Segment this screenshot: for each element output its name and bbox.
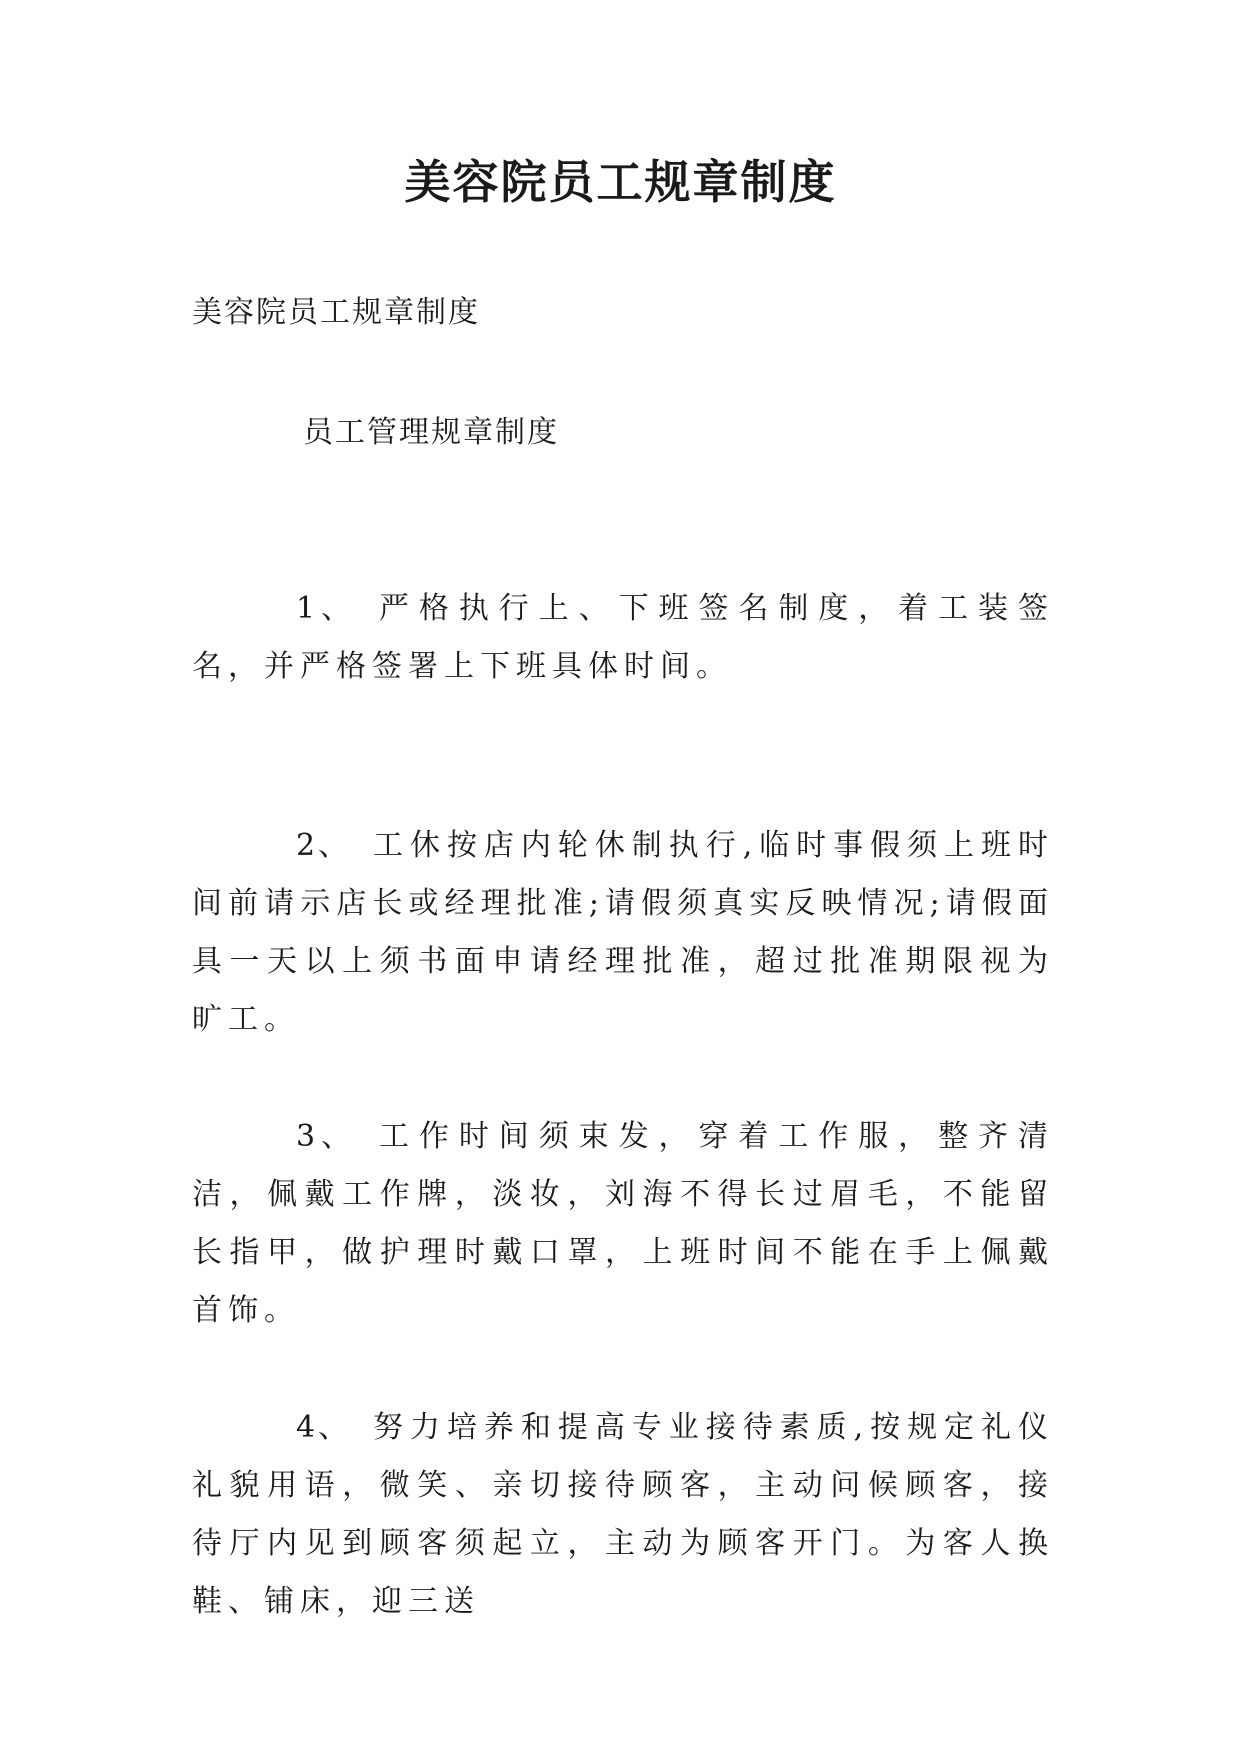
rule-paragraph-2	[192, 817, 1054, 1049]
rule-number: 4、	[296, 1410, 352, 1445]
section-heading: 员工管理规章制度	[303, 415, 559, 450]
rule-paragraph-3	[192, 1108, 1054, 1340]
rule-text: 严格执行上、下班签名制度，着工装签名，并严格签署上下班具体时间。	[192, 591, 1054, 684]
rule-paragraph-4	[192, 1399, 1054, 1631]
rule-number: 1、	[296, 591, 357, 626]
rule-paragraph-1	[192, 580, 1054, 696]
rule-number: 2、	[296, 828, 352, 863]
rule-text: 工作时间须束发，穿着工作服，整齐清洁，佩戴工作牌，淡妆，刘海不得长过眉毛，不能留长指甲，做护理时戴口罩，上班时间不能在手上佩戴首饰。	[192, 1119, 1054, 1328]
document-subtitle: 美容院员工规章制度	[192, 295, 480, 330]
rule-text: 工休按店内轮休制执行,临时事假须上班时间前请示店长或经理批准;请假须真实反映情况;请假面具一天以上须书面申请经理批准，超过批准期限视为旷工。	[192, 828, 1054, 1037]
rule-number: 3、	[296, 1119, 357, 1154]
rule-text: 努力培养和提高专业接待素质,按规定礼仪礼貌用语，微笑、亲切接待顾客，主动问候顾客，接待厅内见到顾客须起立，主动为顾客开门。为客人换鞋、铺床，迎三送	[192, 1410, 1054, 1619]
document-title: 美容院员工规章制度	[404, 155, 837, 209]
